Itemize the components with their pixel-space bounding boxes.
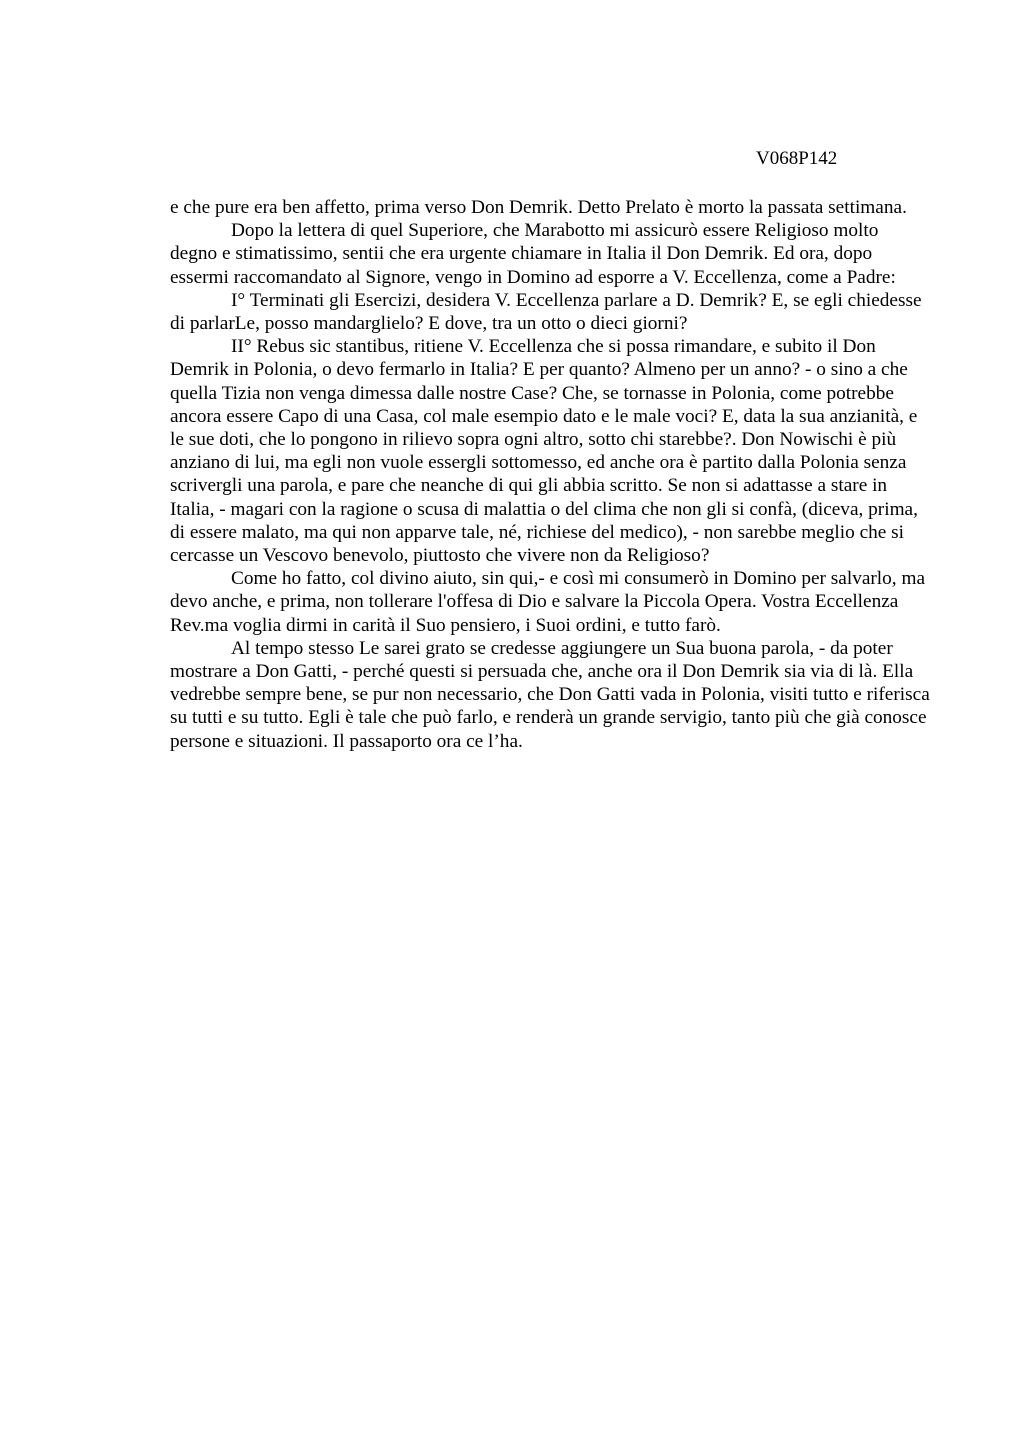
- paragraph-divine-aid: Come ho fatto, col divino aiuto, sin qui,- e così mi consumerò in Domino per salvarlo, ma devo anche, e prima, non tollerare l'offesa di Dio e salvare la Piccola Opera. Vostra Eccellenza Rev.ma voglia dirmi in carità il Suo pensiero, i Suoi ordini, e tutto farò.: [170, 568, 926, 636]
- page-identifier: V068P142: [756, 148, 838, 169]
- letter-body: [170, 196, 930, 753]
- paragraph-urgent-call: Dopo la lettera di quel Superiore, che Marabotto mi assicurò essere Religioso molto degno e stimatissimo, sentii che era urgente chiamare in Italia il Don Demrik. Ed ora, dopo essermi raccomandato al Signore, vengo in Domino ad esporre a V. Eccellenza, come a Padre:: [170, 220, 896, 288]
- paragraph-continuation: e che pure era ben affetto, prima verso Don Demrik. Detto Prelato è morto la passata settimana.: [170, 197, 907, 218]
- paragraph-question-two: II° Rebus sic stantibus, ritiene V. Eccellenza che si possa rimandare, e subito il Don Demrik in Polonia, o devo fermarlo in Italia? E per quanto? Almeno per un anno? - o sino a che quella Tizia non venga dimessa dalle nostre Case? Che, se tornasse in Polonia, come potrebbe ancora essere Capo di una Casa, col male esempio dato e le male voci? E, data la sua anzianità, e le sue doti, che lo pongono in rilievo sopra ogni altro, sotto chi starebbe?. Don Nowischi è più anziano di lui, ma egli non vuole essergli sottomesso, ed anche ora è partito dalla Polonia senza scrivergli una parola, e pare che neanche di qui gli abbia scritto. Se non si adattasse a stare in Italia, - magari con la ragione o scusa di malattia o del clima che non gli si confà, (diceva, prima, di essere malato, ma qui non apparve tale, né, richiese del medico), - non sarebbe meglio che si cercasse un Vescovo benevolo, piuttosto che vivere non da Religioso?: [170, 336, 918, 567]
- paragraph-don-gatti: Al tempo stesso Le sarei grato se credesse aggiungere un Sua buona parola, - da poter mostrare a Don Gatti, - perché questi si persuada che, anche ora il Don Demrik sia via di là. Ella vedrebbe sempre bene, se pur non necessario, che Don Gatti vada in Polonia, visiti tutto e riferisca su tutti e su tutto. Egli è tale che può farlo, e renderà un grande servigio, tanto più che già conosce persone e situazioni. Il passaporto ora ce l’ha.: [170, 637, 930, 752]
- paragraph-question-one: I° Terminati gli Esercizi, desidera V. Eccellenza parlare a D. Demrik? E, se egli chiedesse di parlarLe, posso mandarglielo? E dove, tra un otto o dieci giorni?: [170, 289, 922, 335]
